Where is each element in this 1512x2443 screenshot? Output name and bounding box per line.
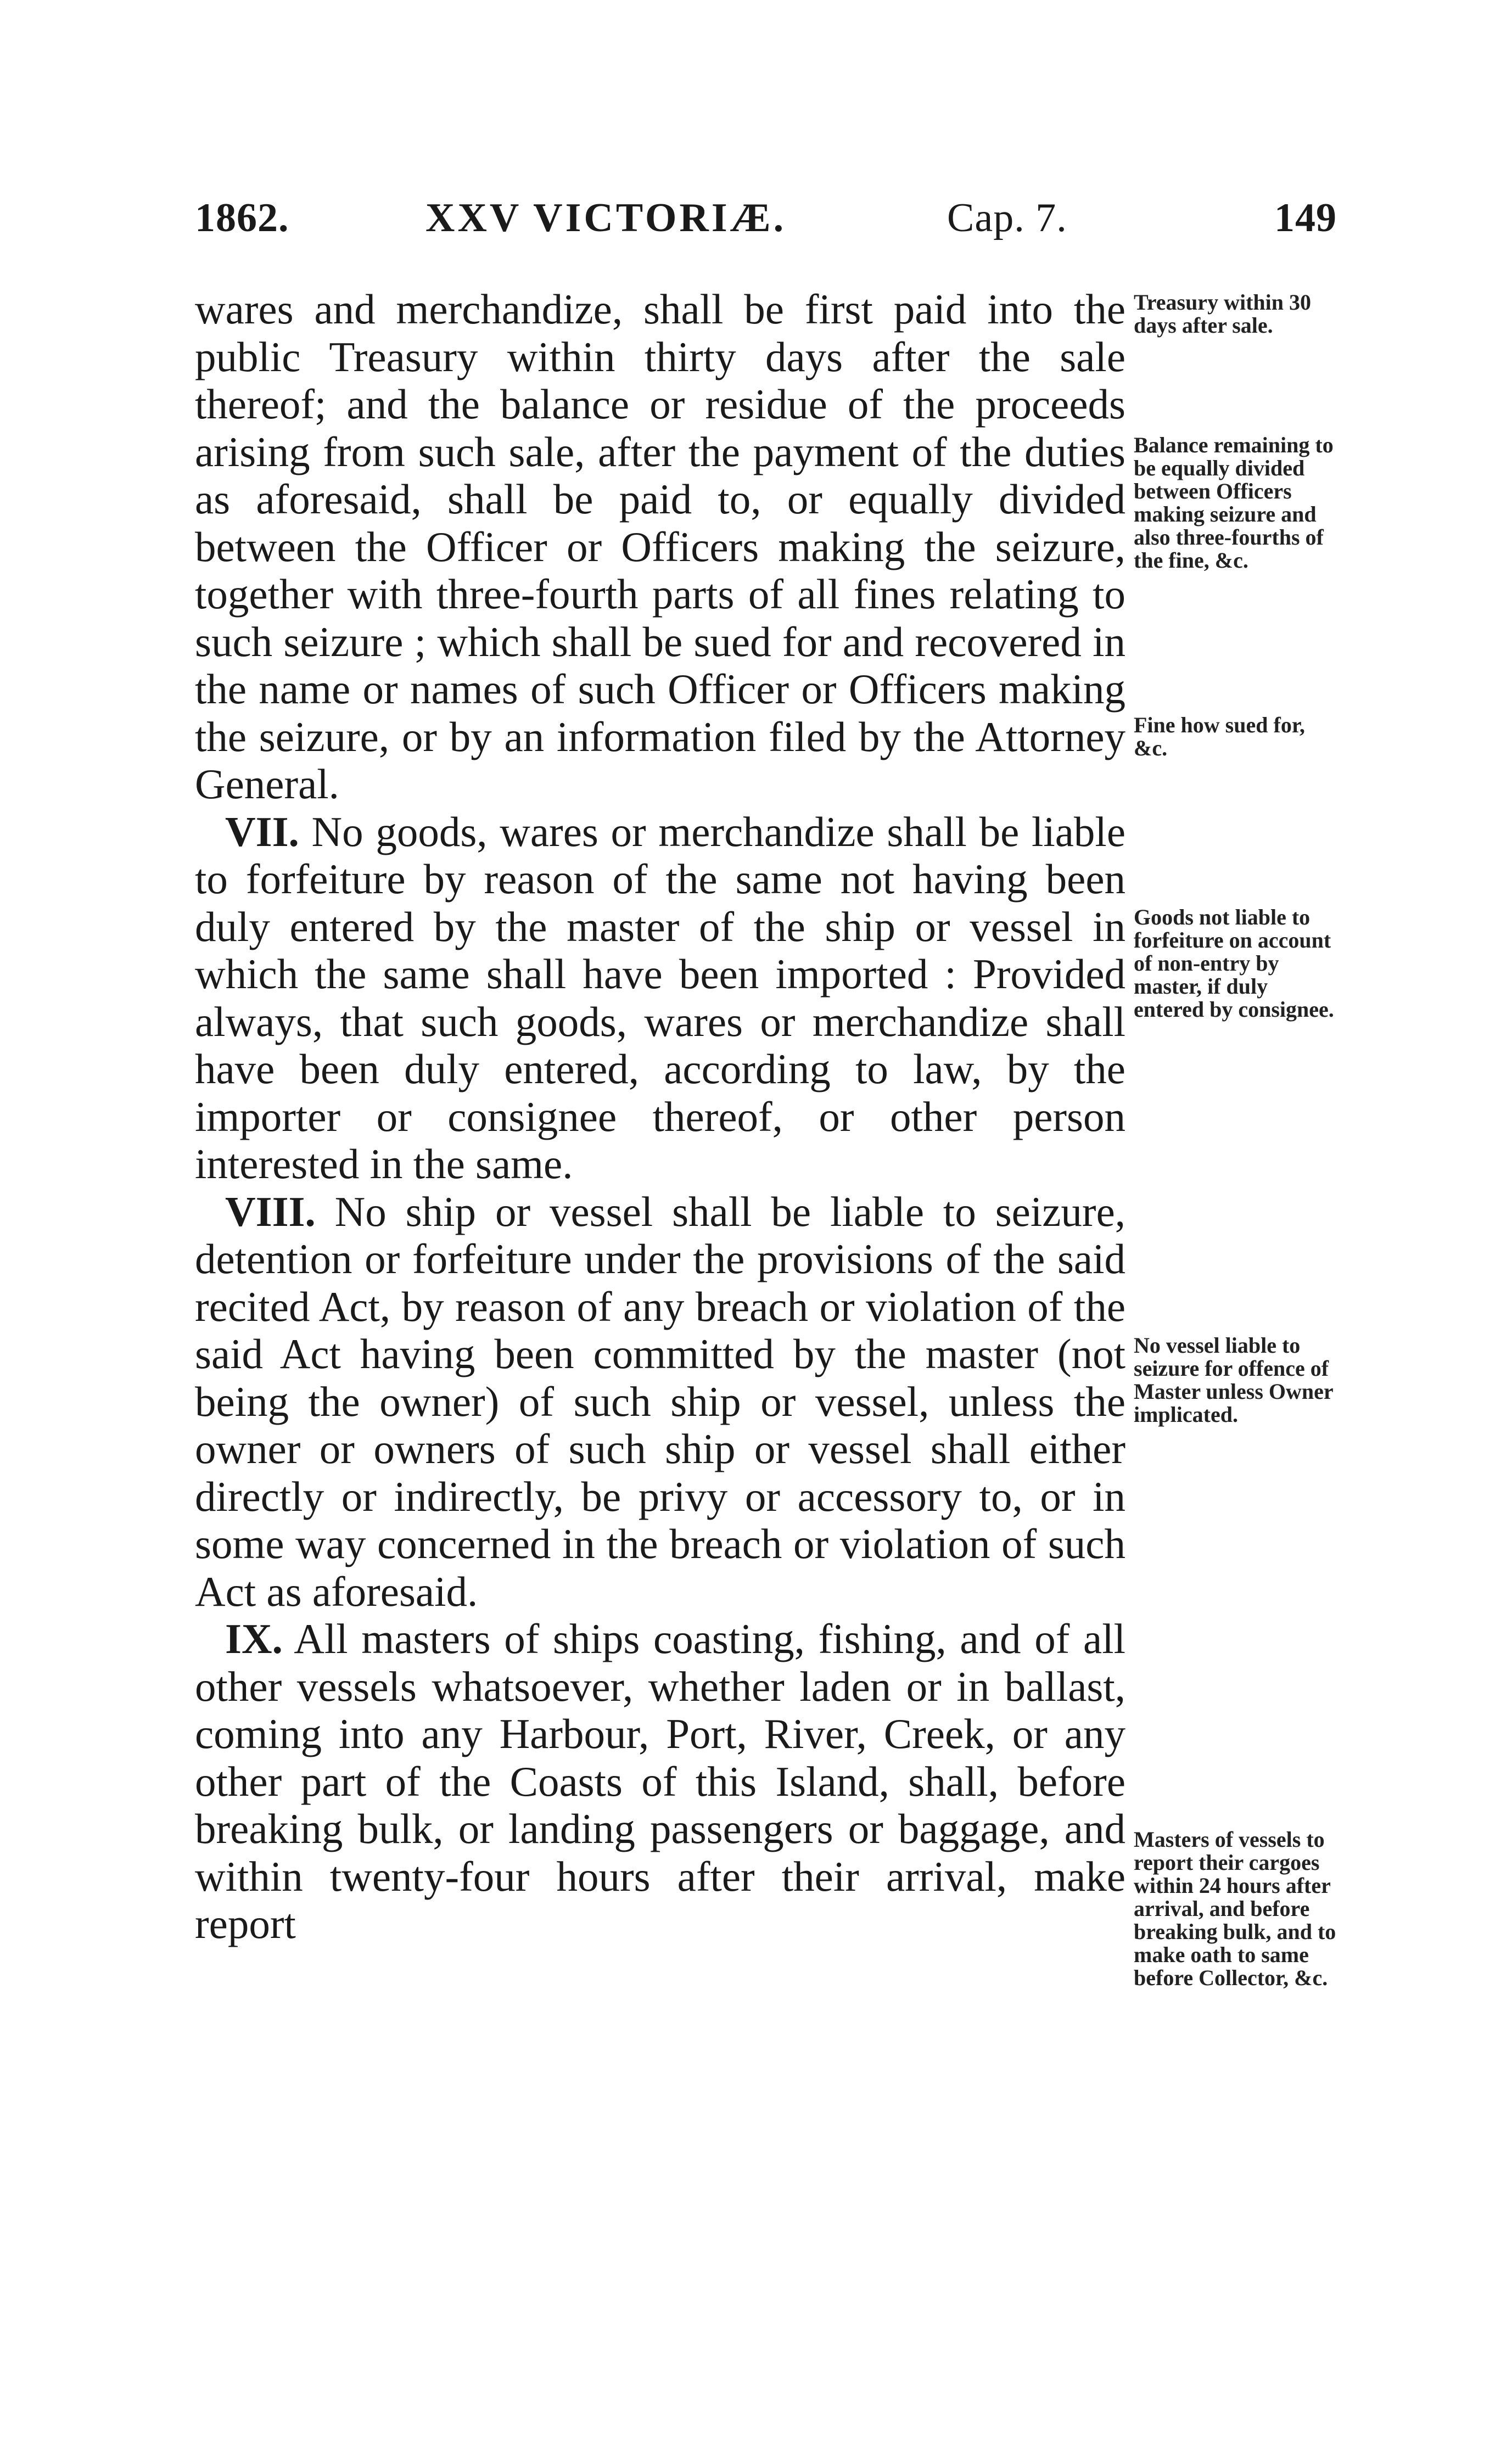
header-chapter: Cap. 7. [947,195,1067,240]
running-header [195,195,1337,244]
section-8 [195,1188,1125,1616]
side-note-balance: Balance remaining to be equally divided between Officers making seizure and also three-fourths of the fine, &c. [1134,433,1334,573]
section-8-number: VIII. [225,1187,316,1235]
paragraph-continuation: wares and merchandize, shall be first paid into the public Treasury within thirty days after the sale thereof; and the balance or residue of the proceeds arising from such sale, after the payment of the duties as aforesaid, shall be paid to, or equally divided between the Officer or Officers making the seizure, together with three-fourth parts of all fines relating to such seizure ; which shall be sued for and recovered in the name or names of such Officer or Officers making the seizure, or by an information filed by the Attorney General. [195,285,1125,808]
page-number: 149 [1274,195,1337,240]
section-9 [195,1615,1125,1948]
body-text [195,285,1125,1948]
side-note-goods: Goods not liable to forfeiture on account of non-entry by master, if duly entered by consignee. [1134,905,1334,1022]
side-note-vessel: No vessel liable to seizure for offence of Master unless Owner implicated. [1134,1333,1333,1427]
side-note-fine: Fine how sued for, &c. [1134,713,1305,760]
header-title: XXV VICTORIÆ. [425,195,787,240]
header-year: 1862. [195,195,289,240]
section-7-number: VII. [225,808,299,855]
side-note-treasury: Treasury within 30 days after sale. [1134,290,1311,338]
section-9-text: All masters of ships coasting, fishing, and of all other vessels whatsoever, whether laden or in ballast, coming into any Harbour, Port, River, Creek, or any other part of the Coasts of this Island, shall, before breaking bulk, or landing passengers or baggage, and within twenty-four hours after their arrival, make report [195,1615,1125,1947]
section-7 [195,808,1125,1188]
section-8-text: No ship or vessel shall be liable to seizure, detention or forfeiture under the provisions of the said recited Act, by reason of any breach or violation of the said Act having been committed by the master (not being the owner) of such ship or vessel, unless the owner or owners of such ship or vessel shall either directly or indirectly, be privy or accessory to, or in some way concerned in the breach or violation of such Act as aforesaid. [195,1187,1125,1615]
section-7-text: No goods, wares or merchandize shall be liable to forfeiture by reason of the same not having been duly entered by the master of the ship or vessel in which the same shall have been imported : Provided always, that such goods, wares or merchandize shall have been duly entered, according to law, by the importer or consignee thereof, or other person interested in the same. [195,808,1125,1187]
section-9-number: IX. [225,1615,283,1662]
side-note-masters: Masters of vessels to report their cargoes within 24 hours after arrival, and before breaking bulk, and to make oath to same before Collector, &c. [1134,1827,1336,1990]
